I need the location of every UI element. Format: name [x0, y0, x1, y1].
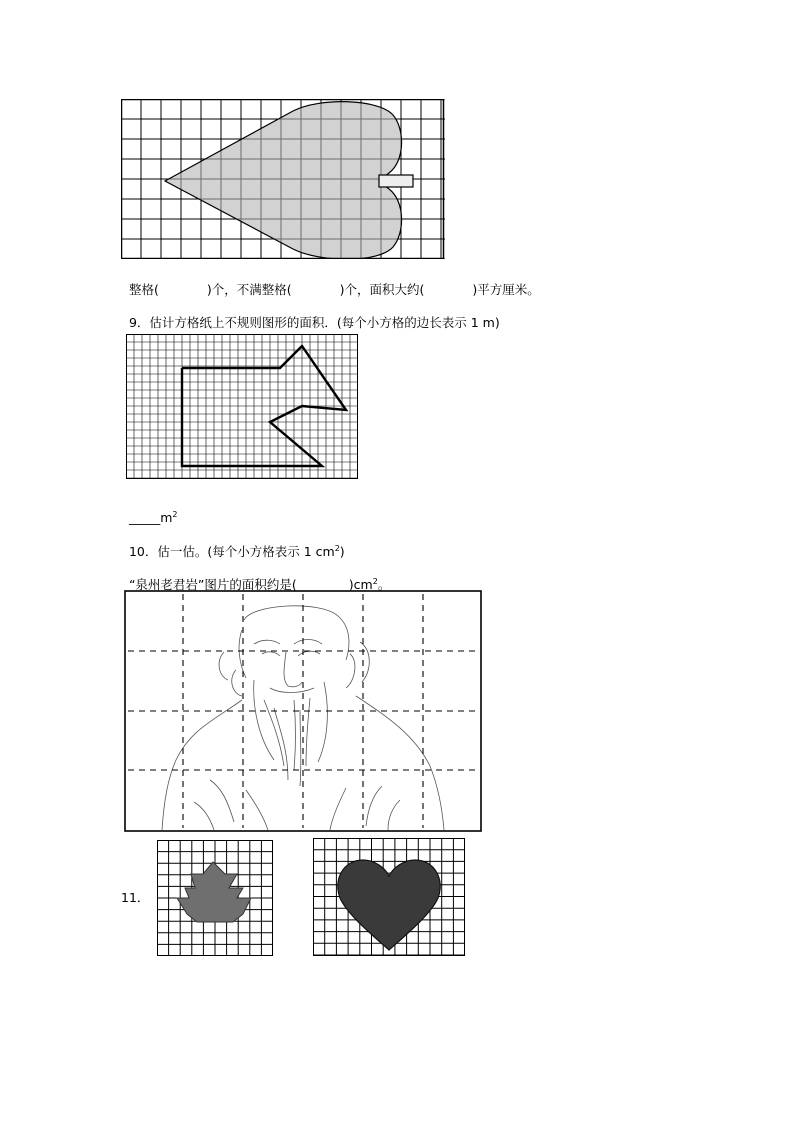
q10-line-b: )cm: [348, 576, 373, 592]
q10-prompt-a: 估一估。(每个小方格表示 1 cm: [157, 543, 335, 559]
q11-maple-leaf-grid-figure: [157, 840, 273, 956]
q8-whole-label: 整格(: [128, 281, 159, 297]
q11-maple-leaf-shape: [177, 862, 251, 922]
q10-question-line: [121, 565, 390, 591]
q8-leaf-grid-figure: [121, 99, 445, 259]
q9-number: 9．: [128, 314, 150, 330]
q8-leaf-shape: [165, 102, 402, 259]
q8-area-label: )个，面积大约(: [339, 281, 425, 297]
q9-prompt: [121, 304, 500, 329]
q9-prompt-text: 估计方格纸上不规则图形的面积．(每个小方格的边长表示 1 m): [149, 314, 500, 330]
q10-prompt: [121, 532, 345, 558]
q8-leaf-stem: [379, 175, 413, 187]
q10-prompt-sup: 2: [334, 543, 340, 553]
q9-unit: m: [160, 509, 173, 525]
q10-prompt-b: ): [339, 543, 345, 559]
q8-answer-line: [121, 271, 540, 296]
q8-unit-label: )平方厘米。: [472, 281, 540, 297]
q9-arrow-grid-figure: [126, 334, 358, 479]
q9-answer-blank[interactable]: _____: [128, 509, 161, 525]
q9-answer-line: [121, 498, 177, 524]
q11-number: 11．: [121, 890, 150, 905]
q8-part-label: )个，不满整格(: [206, 281, 292, 297]
q10-line-c: 。: [377, 576, 391, 592]
q10-line-sup: 2: [372, 576, 378, 586]
q9-unit-sup: 2: [172, 509, 178, 519]
q10-line-a: “泉州老君岩”图片的面积约是(: [128, 576, 297, 592]
q11-heart-grid-figure: [313, 838, 465, 956]
q10-statue-photo-figure: [124, 590, 482, 832]
q10-number: 10．: [128, 543, 158, 559]
